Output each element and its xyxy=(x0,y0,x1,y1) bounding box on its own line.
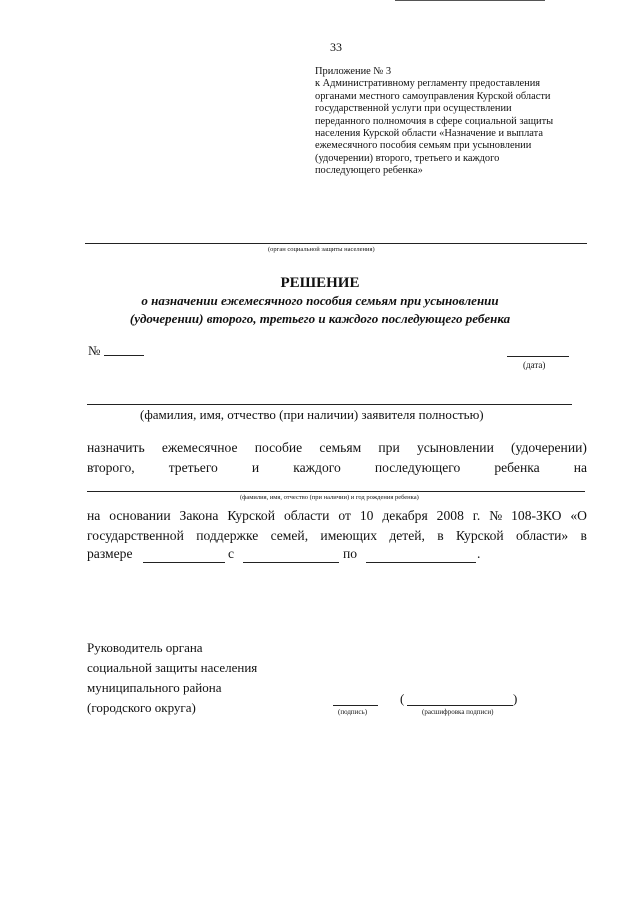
paren-open: ( xyxy=(400,691,405,706)
child-caption: (фамилия, имя, отчество (при наличии) и год рождения ребенка) xyxy=(240,494,419,501)
date-fill-line xyxy=(507,356,569,357)
signature-caption: (подпись) xyxy=(338,708,368,716)
from-label: с xyxy=(228,546,235,561)
document-title: РЕШЕНИЕ xyxy=(280,275,360,291)
number-label: № xyxy=(88,343,101,358)
decoding-fill-line xyxy=(407,705,513,706)
amount-end: . xyxy=(477,546,481,561)
organ-fill-line xyxy=(85,243,587,244)
body-word: 2008 xyxy=(436,508,464,523)
appendix-block xyxy=(315,66,590,178)
body-word: семьям xyxy=(319,440,362,455)
body-word: (удочерении) xyxy=(511,440,587,455)
body-word: «О xyxy=(570,508,587,523)
body-word: Закона xyxy=(179,508,219,523)
body-word: 108-ЗКО xyxy=(511,508,562,523)
body-word: № xyxy=(489,508,503,523)
body-word: последующего xyxy=(374,460,461,475)
assign-line-2 xyxy=(87,460,587,476)
body-word: от xyxy=(338,508,351,523)
appendix-line: (удочерении) второго, третьего и каждого xyxy=(315,152,500,164)
appendix-line: к Административному регламенту предоставления xyxy=(315,78,541,90)
body-word: Курской xyxy=(456,528,504,543)
applicant-fill-line xyxy=(87,404,572,405)
body-word: каждого xyxy=(293,460,341,475)
body-word: и xyxy=(251,460,260,475)
body-word: на xyxy=(573,460,587,475)
appendix-line: переданного полномочия в сфере социальной защиты xyxy=(315,115,554,127)
body-word: в xyxy=(437,528,444,543)
body-word: г. xyxy=(472,508,481,523)
child-fill-line xyxy=(87,491,585,492)
body-word: ежемесячное xyxy=(161,440,238,455)
body-word: третьего xyxy=(168,460,218,475)
amount-fill-line xyxy=(143,562,225,563)
basis-line-1 xyxy=(87,508,587,524)
number-fill-line xyxy=(104,355,144,356)
top-edge-line xyxy=(395,0,545,1)
subtitle-line: (удочерении) второго, третьего и каждого последующего ребенка xyxy=(129,311,511,326)
signatory-block xyxy=(87,638,257,718)
page-number: 33 xyxy=(330,40,342,54)
appendix-line: населения Курской области «Назначение и выплата xyxy=(315,128,543,140)
appendix-line: ежемесячного пособия семьям при усыновлении xyxy=(315,140,532,152)
appendix-line: последующего ребенка» xyxy=(315,165,423,177)
organ-caption: (орган социальной защиты населения) xyxy=(268,246,375,253)
signature-fill-line xyxy=(333,705,378,706)
signatory-line: социальной защиты населения xyxy=(87,660,258,675)
document-subtitle xyxy=(70,292,570,328)
body-word: основании xyxy=(109,508,171,523)
body-word: декабря xyxy=(382,508,428,523)
body-word: на xyxy=(87,508,101,523)
to-label: по xyxy=(343,546,358,561)
basis-line-2 xyxy=(87,528,587,544)
appendix-line: Приложение № 3 xyxy=(315,66,392,77)
body-word: семей, xyxy=(270,528,309,543)
body-word: пособие xyxy=(254,440,303,455)
applicant-caption: (фамилия, имя, отчество (при наличии) заявителя полностью) xyxy=(140,407,484,422)
paren-close: ) xyxy=(513,691,518,706)
amount-label: размере xyxy=(87,546,133,561)
body-word: усыновлении xyxy=(416,440,494,455)
body-word: в xyxy=(580,528,587,543)
body-word: 10 xyxy=(359,508,374,523)
body-word: поддержке xyxy=(196,528,259,543)
body-word: имеющих xyxy=(320,528,378,543)
body-word: назначить xyxy=(87,440,145,455)
subtitle-line: о назначении ежемесячного пособия семьям при усыновлении xyxy=(141,293,499,308)
signatory-line: (городского округа) xyxy=(87,700,196,715)
appendix-line: органами местного самоуправления Курской области xyxy=(315,90,551,102)
body-word: области» xyxy=(515,528,569,543)
body-word: детей, xyxy=(389,528,425,543)
date-caption: (дата) xyxy=(523,360,546,370)
body-word: Курской xyxy=(227,508,276,523)
signatory-line: муниципального района xyxy=(87,680,222,695)
assign-line-1 xyxy=(87,440,587,456)
body-word: при xyxy=(378,440,400,455)
body-word: области xyxy=(283,508,330,523)
from-date-fill-line xyxy=(243,562,339,563)
appendix-line: государственной услуги при осуществлении xyxy=(315,103,512,115)
decoding-caption: (расшифровка подписи) xyxy=(422,708,494,716)
body-word: ребенка xyxy=(494,460,540,475)
body-word: второго, xyxy=(87,460,135,475)
to-date-fill-line xyxy=(366,562,476,563)
body-word: государственной xyxy=(87,528,184,543)
signatory-line: Руководитель органа xyxy=(87,640,203,655)
